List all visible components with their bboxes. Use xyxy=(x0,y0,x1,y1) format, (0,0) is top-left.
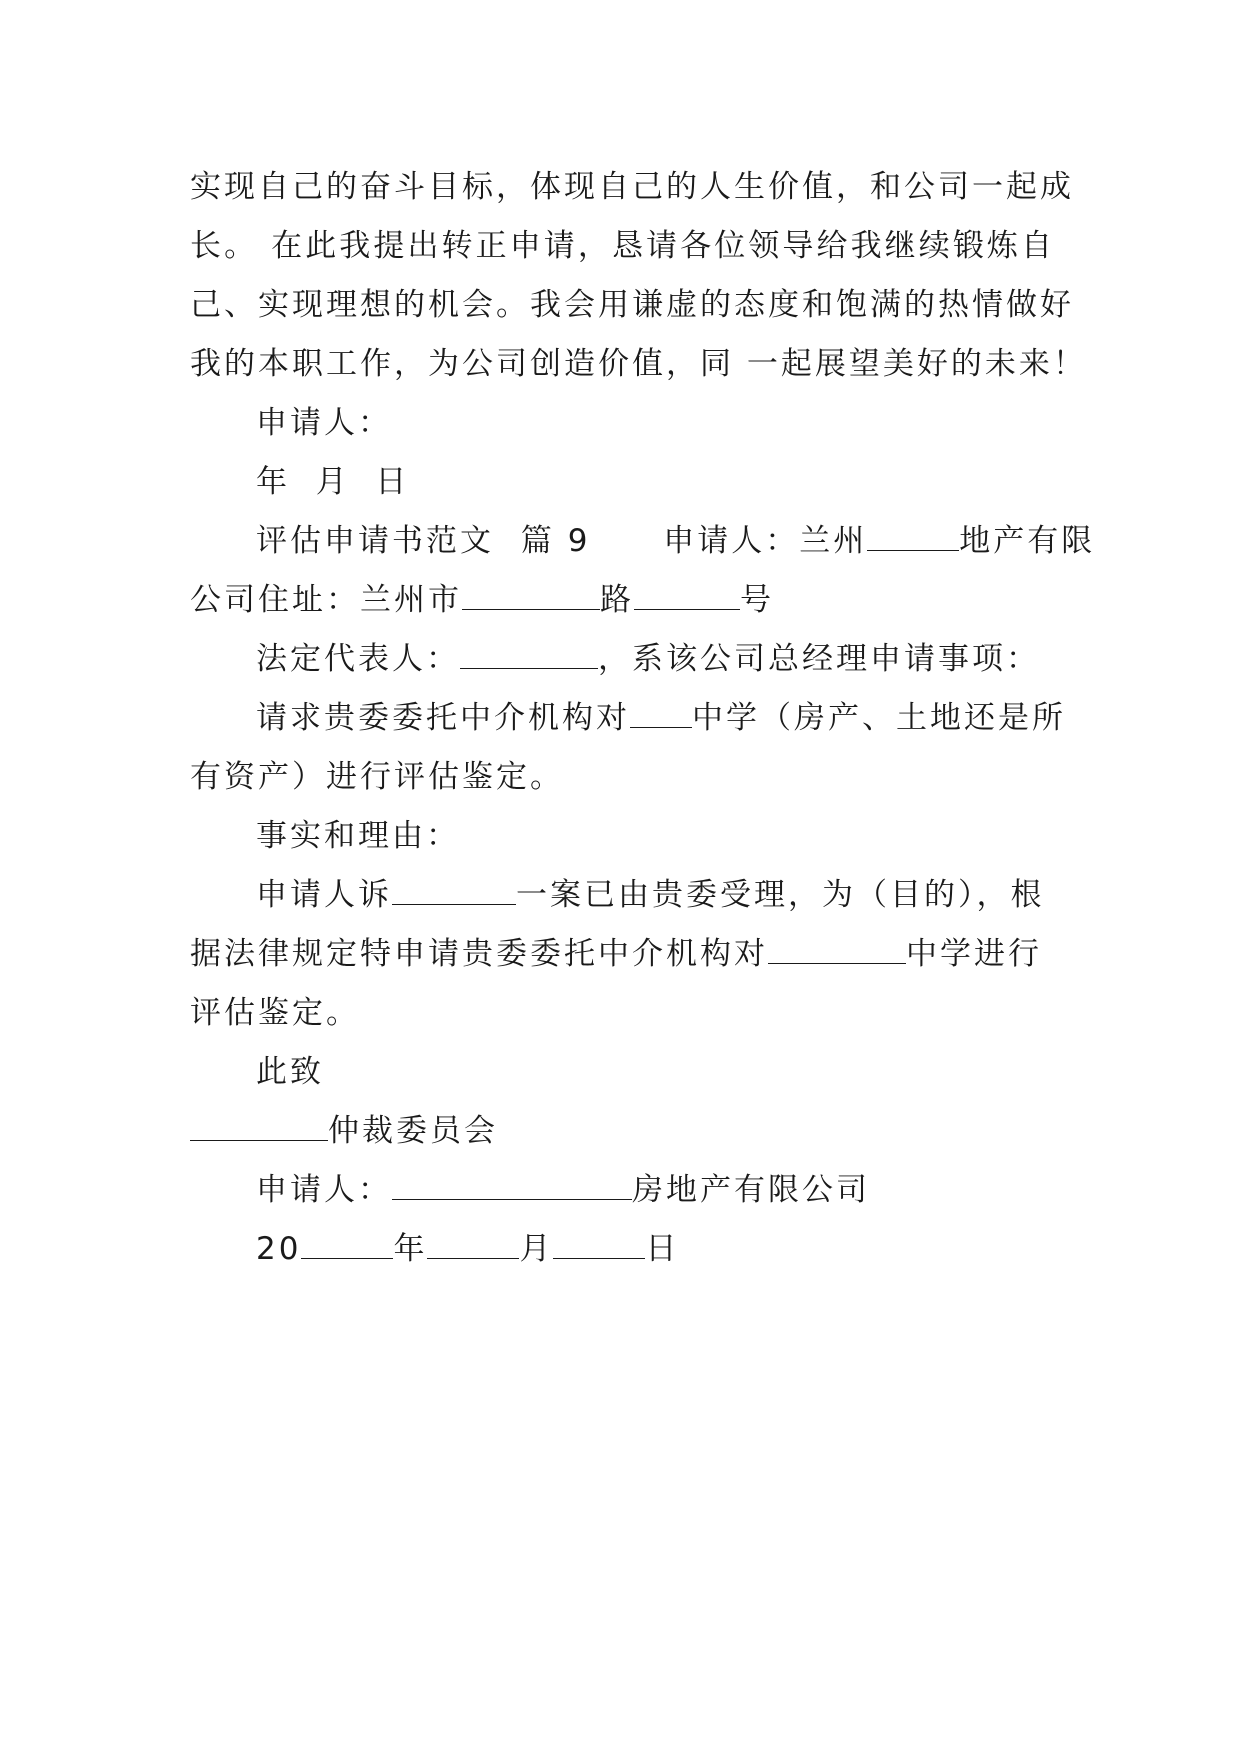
address-line xyxy=(190,571,1055,630)
applicant-label: 申请人：兰州 xyxy=(663,523,868,559)
facts-line xyxy=(190,866,1055,925)
month-label: 月 xyxy=(519,1231,554,1267)
blank-line xyxy=(392,1169,632,1200)
applicant-label: 申请人： xyxy=(256,405,392,441)
address-road: 路 xyxy=(600,582,634,618)
signature-prefix: 申请人： xyxy=(256,1172,392,1208)
applicant-suffix: 地产有限 xyxy=(959,523,1096,559)
facts-line-2 xyxy=(190,925,1055,984)
address-prefix: 公司住址：兰州市 xyxy=(190,582,462,618)
blank-line xyxy=(634,579,740,610)
address-number: 号 xyxy=(740,582,774,618)
section-title: 评估申请书范文 xyxy=(256,523,494,559)
blank-line xyxy=(867,520,959,551)
day-label: 日 xyxy=(645,1231,680,1267)
facts-heading: 事实和理由： xyxy=(256,818,460,854)
signature-suffix: 房地产有限公司 xyxy=(632,1172,870,1208)
facts-prefix: 申请人诉 xyxy=(256,877,392,913)
facts-line-3: 评估鉴定。 xyxy=(190,995,360,1031)
blank-line xyxy=(190,1110,328,1141)
committee-name: 仲裁委员会 xyxy=(328,1113,498,1149)
request-line-2: 有资产）进行评估鉴定。 xyxy=(190,759,564,795)
legal-rep-line xyxy=(190,630,1055,689)
blank-line xyxy=(392,874,516,905)
date-line: 年 月 日 xyxy=(256,464,410,500)
blank-line xyxy=(301,1228,393,1259)
facts-suffix: 一案已由贵委受理，为（目的），根 xyxy=(516,877,1045,913)
paragraph-line: 我的本职工作，为公司创造价值，同 一起展望美好的未来！ xyxy=(190,346,1087,382)
facts-suffix-2: 中学进行 xyxy=(906,936,1042,972)
paragraph-line: 长。 在此我提出转正申请，恳请各位领导给我继续锻炼自 xyxy=(190,228,1055,264)
committee-line xyxy=(190,1102,1055,1161)
closing: 此致 xyxy=(256,1054,324,1090)
signature-line xyxy=(190,1161,1055,1220)
blank-line xyxy=(462,579,600,610)
legal-suffix: ，系该公司总经理申请事项： xyxy=(598,641,1040,677)
year-label: 年 xyxy=(393,1231,428,1267)
blank-line xyxy=(630,697,692,728)
request-line xyxy=(190,689,1066,748)
blank-line xyxy=(553,1228,645,1259)
blank-line xyxy=(427,1228,519,1259)
facts-prefix-2: 据法律规定特申请贵委委托中介机构对 xyxy=(190,936,768,972)
blank-line xyxy=(768,933,906,964)
section-number: 篇 9 xyxy=(520,523,591,559)
document-body xyxy=(190,158,1096,1279)
paragraph-line: 己、实现理想的机会。我会用谦虚的态度和饱满的热情做好 xyxy=(190,287,1074,323)
paragraph-line: 实现自己的奋斗目标，体现自己的人生价值，和公司一起成 xyxy=(190,169,1074,205)
year-prefix: 20 xyxy=(256,1231,302,1267)
request-prefix: 请求贵委委托中介机构对 xyxy=(256,700,630,736)
blank-line xyxy=(460,638,598,669)
signature-date-line xyxy=(190,1220,1055,1279)
legal-prefix: 法定代表人： xyxy=(256,641,460,677)
request-suffix: 中学（房产、土地还是所 xyxy=(692,700,1066,736)
section-heading-line xyxy=(190,512,1096,571)
